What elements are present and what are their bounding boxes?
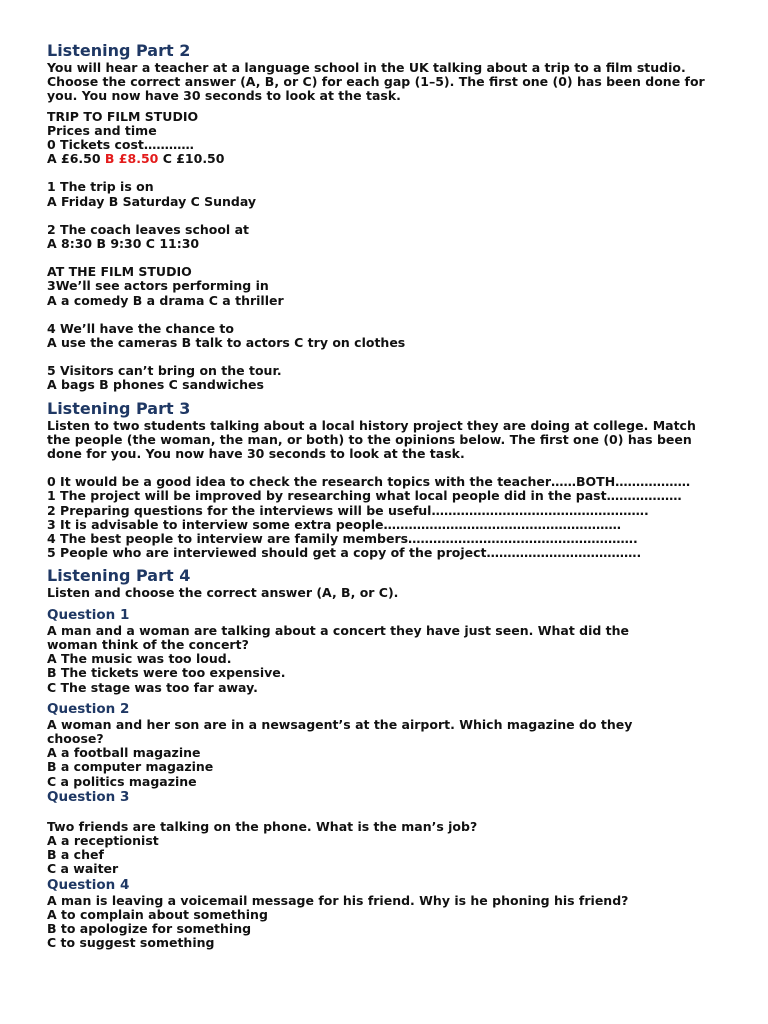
- part2-instructions: You will hear a teacher at a language school in the UK talking about a trip to a film studio. Choose the correct answer (A, B, or C) for each gap (1–5). The first one (0) has been done for you. You now have 30 seconds to look at the task.: [47, 60, 710, 104]
- part2-q1-stem: 1 The trip is on: [47, 179, 154, 195]
- question-2-title: Question 2: [47, 700, 130, 717]
- part3-item: 2 Preparing questions for the interviews will be useful…………………………………………….: [47, 502, 649, 518]
- question-3-stem: Two friends are talking on the phone. What is the man’s job?: [47, 818, 478, 834]
- part3-item: 0 It would be a good idea to check the research topics with the teacher……BOTH………………: [47, 474, 691, 490]
- question-1-option: A The music was too loud.: [47, 651, 232, 667]
- part2-q2-stem: 2 The coach leaves school at: [47, 221, 249, 237]
- question-1-option: B The tickets were too expensive.: [47, 665, 286, 681]
- part2-q5-options: A bags B phones C sandwiches: [47, 377, 264, 393]
- part2-q3-stem: 3We’ll see actors performing in: [47, 278, 269, 294]
- part2-q2-options: A 8:30 B 9:30 C 11:30: [47, 236, 200, 252]
- part3-item: 1 The project will be improved by researching what local people did in the past………………: [47, 488, 682, 504]
- part2-title: TRIP TO FILM STUDIO: [47, 108, 199, 124]
- part2-q4-stem: 4 We’ll have the chance to: [47, 320, 234, 336]
- question-4-option: B to apologize for something: [47, 920, 252, 936]
- question-4-title: Question 4: [47, 876, 130, 893]
- question-3-option: C a waiter: [47, 861, 119, 877]
- question-4-stem: A man is leaving a voicemail message for his friend. Why is he phoning his friend?: [47, 892, 629, 908]
- question-2-option: B a computer magazine: [47, 759, 214, 775]
- part2-section-heading: AT THE FILM STUDIO: [47, 264, 192, 280]
- part3-item: 4 The best people to interview are family members……………………………………………….: [47, 531, 638, 547]
- part2-q5-stem: 5 Visitors can’t bring on the tour.: [47, 363, 282, 379]
- part2-q1-options: A Friday B Saturday C Sunday: [47, 193, 257, 209]
- question-1-title: Question 1: [47, 606, 130, 623]
- question-3-title: Question 3: [47, 788, 130, 805]
- part2-subtitle: Prices and time: [47, 122, 157, 138]
- question-4-option: C to suggest something: [47, 935, 215, 951]
- part3-item: 3 It is advisable to interview some extra people…………………………………………………: [47, 516, 621, 532]
- part3-heading: Listening Part 3: [47, 398, 191, 418]
- question-2-stem: A woman and her son are in a newsagent’s at the airport. Which magazine do they choose?: [47, 716, 637, 746]
- part3-item: 5 People who are interviewed should get a copy of the project……………………………….: [47, 545, 642, 561]
- part4-instructions: Listen and choose the correct answer (A, B, or C).: [47, 585, 399, 601]
- part2-q4-options: A use the cameras B talk to actors C try on clothes: [47, 335, 406, 351]
- part2-heading: Listening Part 2: [47, 41, 191, 60]
- part2-q0-stem: 0 Tickets cost…………: [47, 137, 194, 153]
- question-2-option: A a football magazine: [47, 745, 201, 761]
- question-3-option: A a receptionist: [47, 832, 159, 848]
- question-1-stem: A man and a woman are talking about a concert they have just seen. What did the woman think of the concert?: [47, 622, 634, 652]
- part3-instructions: Listen to two students talking about a local history project they are doing at college. Match the people (the woman, the man, or both) to the opinions below. The first one (0) has been done for you. You now have 30 seconds to look at the task.: [47, 417, 701, 462]
- worksheet: [47, 41, 747, 950]
- part2-q0-option-c: C £10.50: [158, 151, 225, 167]
- part2-q0-answer: B £8.50: [104, 151, 159, 167]
- question-3-option: B a chef: [47, 847, 104, 863]
- part4-heading: Listening Part 4: [47, 566, 191, 586]
- question-2-option: C a politics magazine: [47, 773, 197, 789]
- question-1-option: C The stage was too far away.: [47, 679, 258, 695]
- part2-q0-option-a: A £6.50: [47, 151, 105, 167]
- question-4-option: A to complain about something: [47, 906, 268, 922]
- part2-q3-options: A a comedy B a drama C a thriller: [47, 292, 284, 308]
- part2-q0-options: [47, 152, 747, 166]
